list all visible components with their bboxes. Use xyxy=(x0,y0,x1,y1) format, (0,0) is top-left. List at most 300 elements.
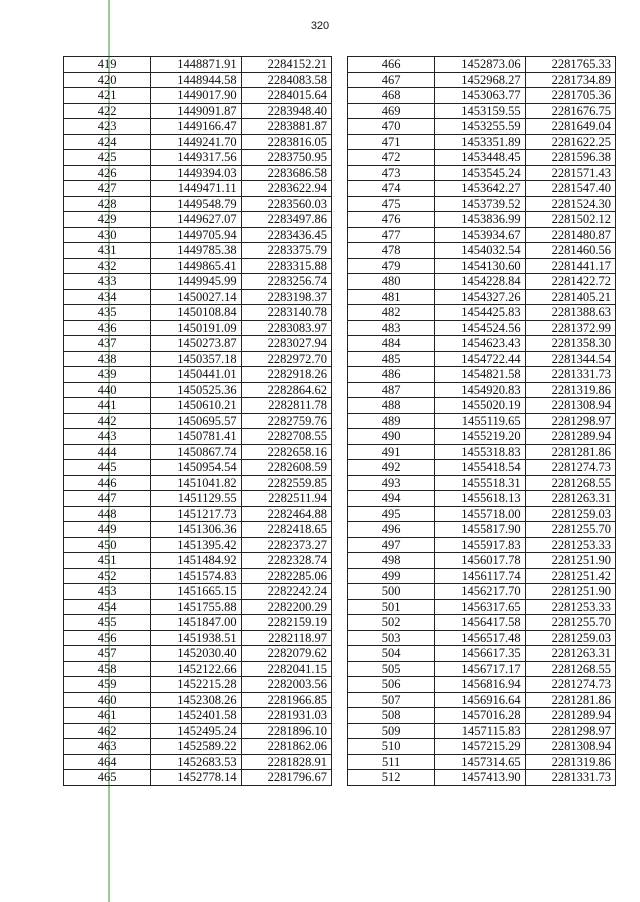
table-row xyxy=(348,351,616,367)
table-row xyxy=(348,599,616,615)
table-row xyxy=(64,754,332,770)
x-coordinate-cell: 1449394.03 xyxy=(151,165,241,181)
table-row xyxy=(64,506,332,522)
table-row xyxy=(64,367,332,383)
y-coordinate-cell: 2283948.40 xyxy=(241,103,331,119)
x-coordinate-cell: 1457115.83 xyxy=(435,723,525,739)
y-coordinate-cell: 2282159.19 xyxy=(241,615,331,631)
point-number-cell: 491 xyxy=(348,444,435,460)
table-row xyxy=(348,522,616,538)
y-coordinate-cell: 2281263.31 xyxy=(525,646,615,662)
table-row xyxy=(348,57,616,73)
y-coordinate-cell: 2282118.97 xyxy=(241,630,331,646)
table-row xyxy=(348,584,616,600)
y-coordinate-cell: 2281524.30 xyxy=(525,196,615,212)
x-coordinate-cell: 1451306.36 xyxy=(151,522,241,538)
x-coordinate-cell: 1451755.88 xyxy=(151,599,241,615)
y-coordinate-cell: 2283083.97 xyxy=(241,320,331,336)
point-number-cell: 451 xyxy=(64,553,151,569)
table-row xyxy=(348,739,616,755)
point-number-cell: 508 xyxy=(348,708,435,724)
y-coordinate-cell: 2281622.25 xyxy=(525,134,615,150)
point-number-cell: 432 xyxy=(64,258,151,274)
x-coordinate-cell: 1451395.42 xyxy=(151,537,241,553)
x-coordinate-cell: 1456816.94 xyxy=(435,677,525,693)
point-number-cell: 439 xyxy=(64,367,151,383)
point-number-cell: 477 xyxy=(348,227,435,243)
table-row xyxy=(348,429,616,445)
point-number-cell: 457 xyxy=(64,646,151,662)
table-row xyxy=(348,537,616,553)
point-number-cell: 423 xyxy=(64,119,151,135)
y-coordinate-cell: 2283198.37 xyxy=(241,289,331,305)
y-coordinate-cell: 2281344.54 xyxy=(525,351,615,367)
table-row xyxy=(348,258,616,274)
x-coordinate-cell: 1454920.83 xyxy=(435,382,525,398)
x-coordinate-cell: 1452122.66 xyxy=(151,661,241,677)
table-row xyxy=(348,320,616,336)
table-row xyxy=(64,599,332,615)
x-coordinate-cell: 1450781.41 xyxy=(151,429,241,445)
y-coordinate-cell: 2281734.89 xyxy=(525,72,615,88)
point-number-cell: 493 xyxy=(348,475,435,491)
y-coordinate-cell: 2282608.59 xyxy=(241,460,331,476)
x-coordinate-cell: 1448944.58 xyxy=(151,72,241,88)
point-number-cell: 444 xyxy=(64,444,151,460)
point-number-cell: 419 xyxy=(64,57,151,73)
point-number-cell: 428 xyxy=(64,196,151,212)
point-number-cell: 486 xyxy=(348,367,435,383)
table-row xyxy=(64,584,332,600)
table-row xyxy=(348,134,616,150)
x-coordinate-cell: 1449865.41 xyxy=(151,258,241,274)
point-number-cell: 479 xyxy=(348,258,435,274)
y-coordinate-cell: 2283881.87 xyxy=(241,119,331,135)
point-number-cell: 466 xyxy=(348,57,435,73)
y-coordinate-cell: 2282373.27 xyxy=(241,537,331,553)
x-coordinate-cell: 1452873.06 xyxy=(435,57,525,73)
x-coordinate-cell: 1454032.54 xyxy=(435,243,525,259)
x-coordinate-cell: 1449945.99 xyxy=(151,274,241,290)
point-number-cell: 440 xyxy=(64,382,151,398)
point-number-cell: 456 xyxy=(64,630,151,646)
point-number-cell: 469 xyxy=(348,103,435,119)
x-coordinate-cell: 1452308.26 xyxy=(151,692,241,708)
y-coordinate-cell: 2283140.78 xyxy=(241,305,331,321)
x-coordinate-cell: 1449705.94 xyxy=(151,227,241,243)
table-row xyxy=(348,723,616,739)
table-row xyxy=(348,661,616,677)
y-coordinate-cell: 2284083.58 xyxy=(241,72,331,88)
table-row xyxy=(64,119,332,135)
point-number-cell: 488 xyxy=(348,398,435,414)
y-coordinate-cell: 2283027.94 xyxy=(241,336,331,352)
point-number-cell: 429 xyxy=(64,212,151,228)
table-row xyxy=(348,615,616,631)
y-coordinate-cell: 2282285.06 xyxy=(241,568,331,584)
point-number-cell: 441 xyxy=(64,398,151,414)
x-coordinate-cell: 1449241.70 xyxy=(151,134,241,150)
x-coordinate-cell: 1450525.36 xyxy=(151,382,241,398)
y-coordinate-cell: 2281255.70 xyxy=(525,522,615,538)
point-number-cell: 460 xyxy=(64,692,151,708)
point-number-cell: 446 xyxy=(64,475,151,491)
y-coordinate-cell: 2283497.86 xyxy=(241,212,331,228)
point-number-cell: 430 xyxy=(64,227,151,243)
y-coordinate-cell: 2281828.91 xyxy=(241,754,331,770)
y-coordinate-cell: 2283816.05 xyxy=(241,134,331,150)
x-coordinate-cell: 1455418.54 xyxy=(435,460,525,476)
table-row xyxy=(348,506,616,522)
x-coordinate-cell: 1449627.07 xyxy=(151,212,241,228)
point-number-cell: 500 xyxy=(348,584,435,600)
y-coordinate-cell: 2282242.24 xyxy=(241,584,331,600)
y-coordinate-cell: 2282079.62 xyxy=(241,646,331,662)
y-coordinate-cell: 2281255.70 xyxy=(525,615,615,631)
table-row xyxy=(348,568,616,584)
point-number-cell: 465 xyxy=(64,770,151,786)
y-coordinate-cell: 2281331.73 xyxy=(525,770,615,786)
table-row xyxy=(348,367,616,383)
point-number-cell: 453 xyxy=(64,584,151,600)
point-number-cell: 427 xyxy=(64,181,151,197)
x-coordinate-cell: 1453448.45 xyxy=(435,150,525,166)
x-coordinate-cell: 1456017.78 xyxy=(435,553,525,569)
y-coordinate-cell: 2282559.85 xyxy=(241,475,331,491)
table-row xyxy=(64,615,332,631)
y-coordinate-cell: 2281862.06 xyxy=(241,739,331,755)
table-row xyxy=(64,165,332,181)
table-row xyxy=(64,103,332,119)
y-coordinate-cell: 2283686.58 xyxy=(241,165,331,181)
point-number-cell: 490 xyxy=(348,429,435,445)
table-row xyxy=(64,460,332,476)
table-row xyxy=(348,475,616,491)
y-coordinate-cell: 2281289.94 xyxy=(525,429,615,445)
table-row xyxy=(64,661,332,677)
y-coordinate-cell: 2281319.86 xyxy=(525,754,615,770)
x-coordinate-cell: 1449317.56 xyxy=(151,150,241,166)
y-coordinate-cell: 2281596.38 xyxy=(525,150,615,166)
table-row xyxy=(64,212,332,228)
point-number-cell: 511 xyxy=(348,754,435,770)
point-number-cell: 505 xyxy=(348,661,435,677)
table-row xyxy=(64,646,332,662)
x-coordinate-cell: 1455318.83 xyxy=(435,444,525,460)
x-coordinate-cell: 1450191.09 xyxy=(151,320,241,336)
point-number-cell: 472 xyxy=(348,150,435,166)
point-number-cell: 464 xyxy=(64,754,151,770)
point-number-cell: 501 xyxy=(348,599,435,615)
y-coordinate-cell: 2282511.94 xyxy=(241,491,331,507)
table-row xyxy=(64,630,332,646)
point-number-cell: 468 xyxy=(348,88,435,104)
x-coordinate-cell: 1456217.70 xyxy=(435,584,525,600)
table-row xyxy=(64,320,332,336)
y-coordinate-cell: 2282200.29 xyxy=(241,599,331,615)
table-row xyxy=(348,413,616,429)
x-coordinate-cell: 1450441.01 xyxy=(151,367,241,383)
y-coordinate-cell: 2282864.62 xyxy=(241,382,331,398)
table-row xyxy=(64,692,332,708)
x-coordinate-cell: 1448871.91 xyxy=(151,57,241,73)
table-row xyxy=(348,227,616,243)
y-coordinate-cell: 2283750.95 xyxy=(241,150,331,166)
y-coordinate-cell: 2281460.56 xyxy=(525,243,615,259)
table-row xyxy=(64,522,332,538)
point-number-cell: 426 xyxy=(64,165,151,181)
point-number-cell: 471 xyxy=(348,134,435,150)
table-row xyxy=(348,491,616,507)
y-coordinate-cell: 2284152.21 xyxy=(241,57,331,73)
coordinates-table-right xyxy=(347,56,616,786)
y-coordinate-cell: 2281441.17 xyxy=(525,258,615,274)
x-coordinate-cell: 1451484.92 xyxy=(151,553,241,569)
point-number-cell: 504 xyxy=(348,646,435,662)
x-coordinate-cell: 1455518.31 xyxy=(435,475,525,491)
y-coordinate-cell: 2283622.94 xyxy=(241,181,331,197)
y-coordinate-cell: 2282658.16 xyxy=(241,444,331,460)
x-coordinate-cell: 1454425.83 xyxy=(435,305,525,321)
table-row xyxy=(64,351,332,367)
table-row xyxy=(64,305,332,321)
y-coordinate-cell: 2281298.97 xyxy=(525,723,615,739)
table-row xyxy=(348,708,616,724)
table-row xyxy=(348,150,616,166)
table-row xyxy=(64,181,332,197)
x-coordinate-cell: 1453739.52 xyxy=(435,196,525,212)
table-row xyxy=(348,336,616,352)
x-coordinate-cell: 1453255.59 xyxy=(435,119,525,135)
point-number-cell: 470 xyxy=(348,119,435,135)
point-number-cell: 476 xyxy=(348,212,435,228)
point-number-cell: 424 xyxy=(64,134,151,150)
x-coordinate-cell: 1455020.19 xyxy=(435,398,525,414)
x-coordinate-cell: 1451665.15 xyxy=(151,584,241,600)
y-coordinate-cell: 2281422.72 xyxy=(525,274,615,290)
y-coordinate-cell: 2281388.63 xyxy=(525,305,615,321)
point-number-cell: 485 xyxy=(348,351,435,367)
point-number-cell: 498 xyxy=(348,553,435,569)
y-coordinate-cell: 2281298.97 xyxy=(525,413,615,429)
table-row xyxy=(64,444,332,460)
x-coordinate-cell: 1451938.51 xyxy=(151,630,241,646)
point-number-cell: 421 xyxy=(64,88,151,104)
y-coordinate-cell: 2281796.67 xyxy=(241,770,331,786)
table-row xyxy=(64,289,332,305)
y-coordinate-cell: 2281765.33 xyxy=(525,57,615,73)
point-number-cell: 494 xyxy=(348,491,435,507)
x-coordinate-cell: 1449091.87 xyxy=(151,103,241,119)
x-coordinate-cell: 1455119.65 xyxy=(435,413,525,429)
point-number-cell: 431 xyxy=(64,243,151,259)
x-coordinate-cell: 1452495.24 xyxy=(151,723,241,739)
point-number-cell: 422 xyxy=(64,103,151,119)
x-coordinate-cell: 1457215.29 xyxy=(435,739,525,755)
table-row xyxy=(348,754,616,770)
table-row xyxy=(348,382,616,398)
y-coordinate-cell: 2281281.86 xyxy=(525,692,615,708)
y-coordinate-cell: 2281571.43 xyxy=(525,165,615,181)
y-coordinate-cell: 2282708.55 xyxy=(241,429,331,445)
table-row xyxy=(348,646,616,662)
y-coordinate-cell: 2282003.56 xyxy=(241,677,331,693)
point-number-cell: 449 xyxy=(64,522,151,538)
point-number-cell: 480 xyxy=(348,274,435,290)
x-coordinate-cell: 1451574.83 xyxy=(151,568,241,584)
table-row xyxy=(64,491,332,507)
point-number-cell: 458 xyxy=(64,661,151,677)
point-number-cell: 438 xyxy=(64,351,151,367)
point-number-cell: 455 xyxy=(64,615,151,631)
y-coordinate-cell: 2281966.85 xyxy=(241,692,331,708)
table-row xyxy=(64,72,332,88)
point-number-cell: 507 xyxy=(348,692,435,708)
x-coordinate-cell: 1450108.84 xyxy=(151,305,241,321)
table-row xyxy=(348,72,616,88)
x-coordinate-cell: 1452401.58 xyxy=(151,708,241,724)
point-number-cell: 481 xyxy=(348,289,435,305)
table-row xyxy=(348,274,616,290)
y-coordinate-cell: 2282041.15 xyxy=(241,661,331,677)
y-coordinate-cell: 2281281.86 xyxy=(525,444,615,460)
table-row xyxy=(64,227,332,243)
x-coordinate-cell: 1452683.53 xyxy=(151,754,241,770)
y-coordinate-cell: 2281331.73 xyxy=(525,367,615,383)
y-coordinate-cell: 2282759.76 xyxy=(241,413,331,429)
y-coordinate-cell: 2283375.79 xyxy=(241,243,331,259)
table-row xyxy=(64,57,332,73)
y-coordinate-cell: 2282328.74 xyxy=(241,553,331,569)
table-row xyxy=(64,770,332,786)
point-number-cell: 420 xyxy=(64,72,151,88)
x-coordinate-cell: 1454821.58 xyxy=(435,367,525,383)
table-row xyxy=(348,103,616,119)
y-coordinate-cell: 2281289.94 xyxy=(525,708,615,724)
x-coordinate-cell: 1452778.14 xyxy=(151,770,241,786)
x-coordinate-cell: 1450695.57 xyxy=(151,413,241,429)
point-number-cell: 461 xyxy=(64,708,151,724)
point-number-cell: 447 xyxy=(64,491,151,507)
point-number-cell: 454 xyxy=(64,599,151,615)
point-number-cell: 450 xyxy=(64,537,151,553)
x-coordinate-cell: 1456617.35 xyxy=(435,646,525,662)
x-coordinate-cell: 1454623.43 xyxy=(435,336,525,352)
table-row xyxy=(348,630,616,646)
x-coordinate-cell: 1455219.20 xyxy=(435,429,525,445)
point-number-cell: 436 xyxy=(64,320,151,336)
x-coordinate-cell: 1455618.13 xyxy=(435,491,525,507)
x-coordinate-cell: 1451129.55 xyxy=(151,491,241,507)
table-row xyxy=(348,289,616,305)
table-row xyxy=(64,134,332,150)
table-row xyxy=(64,336,332,352)
y-coordinate-cell: 2282811.78 xyxy=(241,398,331,414)
x-coordinate-cell: 1456117.74 xyxy=(435,568,525,584)
table-row xyxy=(348,677,616,693)
x-coordinate-cell: 1449548.79 xyxy=(151,196,241,212)
point-number-cell: 496 xyxy=(348,522,435,538)
x-coordinate-cell: 1449017.90 xyxy=(151,88,241,104)
x-coordinate-cell: 1457314.65 xyxy=(435,754,525,770)
x-coordinate-cell: 1452589.22 xyxy=(151,739,241,755)
y-coordinate-cell: 2281259.03 xyxy=(525,630,615,646)
point-number-cell: 506 xyxy=(348,677,435,693)
point-number-cell: 445 xyxy=(64,460,151,476)
y-coordinate-cell: 2283560.03 xyxy=(241,196,331,212)
x-coordinate-cell: 1455917.83 xyxy=(435,537,525,553)
y-coordinate-cell: 2283256.74 xyxy=(241,274,331,290)
x-coordinate-cell: 1456916.64 xyxy=(435,692,525,708)
table-row xyxy=(348,692,616,708)
x-coordinate-cell: 1456717.17 xyxy=(435,661,525,677)
x-coordinate-cell: 1449471.11 xyxy=(151,181,241,197)
table-row xyxy=(348,398,616,414)
y-coordinate-cell: 2282464.88 xyxy=(241,506,331,522)
table-row xyxy=(64,475,332,491)
y-coordinate-cell: 2284015.64 xyxy=(241,88,331,104)
point-number-cell: 435 xyxy=(64,305,151,321)
y-coordinate-cell: 2281253.33 xyxy=(525,599,615,615)
x-coordinate-cell: 1456317.65 xyxy=(435,599,525,615)
point-number-cell: 487 xyxy=(348,382,435,398)
table-row xyxy=(64,723,332,739)
x-coordinate-cell: 1455817.90 xyxy=(435,522,525,538)
y-coordinate-cell: 2282972.70 xyxy=(241,351,331,367)
y-coordinate-cell: 2281268.55 xyxy=(525,661,615,677)
coordinates-table-left xyxy=(63,56,332,786)
point-number-cell: 442 xyxy=(64,413,151,429)
point-number-cell: 473 xyxy=(348,165,435,181)
table-row xyxy=(348,460,616,476)
point-number-cell: 452 xyxy=(64,568,151,584)
table-row xyxy=(64,196,332,212)
page-number: 320 xyxy=(310,20,330,32)
x-coordinate-cell: 1452968.27 xyxy=(435,72,525,88)
y-coordinate-cell: 2281480.87 xyxy=(525,227,615,243)
point-number-cell: 484 xyxy=(348,336,435,352)
table-row xyxy=(64,708,332,724)
table-row xyxy=(348,444,616,460)
point-number-cell: 463 xyxy=(64,739,151,755)
y-coordinate-cell: 2281896.10 xyxy=(241,723,331,739)
y-coordinate-cell: 2283436.45 xyxy=(241,227,331,243)
y-coordinate-cell: 2281308.94 xyxy=(525,398,615,414)
y-coordinate-cell: 2281251.42 xyxy=(525,568,615,584)
x-coordinate-cell: 1453934.67 xyxy=(435,227,525,243)
point-number-cell: 495 xyxy=(348,506,435,522)
y-coordinate-cell: 2281251.90 xyxy=(525,584,615,600)
table-row xyxy=(348,553,616,569)
x-coordinate-cell: 1452215.28 xyxy=(151,677,241,693)
x-coordinate-cell: 1453545.24 xyxy=(435,165,525,181)
x-coordinate-cell: 1457413.90 xyxy=(435,770,525,786)
point-number-cell: 512 xyxy=(348,770,435,786)
point-number-cell: 483 xyxy=(348,320,435,336)
x-coordinate-cell: 1450027.14 xyxy=(151,289,241,305)
y-coordinate-cell: 2282918.26 xyxy=(241,367,331,383)
x-coordinate-cell: 1456517.48 xyxy=(435,630,525,646)
point-number-cell: 459 xyxy=(64,677,151,693)
x-coordinate-cell: 1454524.56 xyxy=(435,320,525,336)
x-coordinate-cell: 1449785.38 xyxy=(151,243,241,259)
table-row xyxy=(64,553,332,569)
table-row xyxy=(64,677,332,693)
x-coordinate-cell: 1450954.54 xyxy=(151,460,241,476)
x-coordinate-cell: 1457016.28 xyxy=(435,708,525,724)
y-coordinate-cell: 2281319.86 xyxy=(525,382,615,398)
x-coordinate-cell: 1453351.89 xyxy=(435,134,525,150)
